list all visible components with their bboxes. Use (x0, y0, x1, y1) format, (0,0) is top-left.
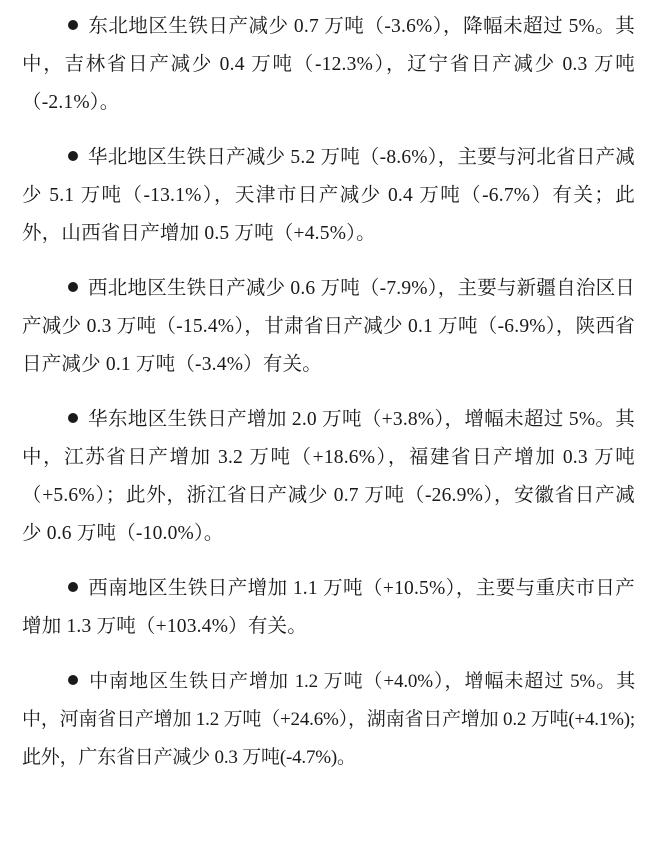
paragraph-text: 华东地区生铁日产增加 2.0 万吨（+3.8%），增幅未超过 5%。其中，江苏省日产增加 3.2 万吨（+18.6%），福建省日产增加 0.3 万吨（+5.6%）；此外，浙江省日产减少 0.7 万吨（-26.9%），安徽省日产减少 0.6 万吨（-10.0%）。 (22, 409, 635, 544)
paragraph-text: 东北地区生铁日产减少 0.7 万吨（-3.6%），降幅未超过 5%。其中，吉林省日产减少 0.4 万吨（-12.3%），辽宁省日产减少 0.3 万吨（-2.1%）。 (22, 16, 635, 113)
paragraph-north-china (22, 139, 635, 253)
paragraph-text: 西南地区生铁日产增加 1.1 万吨（+10.5%），主要与重庆市日产增加 1.3 万吨（+103.4%）有关。 (22, 578, 635, 637)
paragraph-northwest (22, 270, 635, 384)
paragraph-central-south (22, 663, 635, 777)
paragraph-southwest (22, 570, 635, 646)
bullet-icon (68, 151, 78, 161)
paragraph-text: 中南地区生铁日产增加 1.2 万吨（+4.0%），增幅未超过 5%。其中，河南省日产增加 1.2 万吨（+24.6%），湖南省日产增加 0.2 万吨(+4.1%);此外，广东省日产减少 0.3 万吨(-4.7%)。 (22, 671, 635, 768)
paragraph-text: 华北地区生铁日产减少 5.2 万吨（-8.6%），主要与河北省日产减少 5.1 万吨（-13.1%），天津市日产减少 0.4 万吨（-6.7%）有关；此外，山西省日产增加 0.5 万吨（+4.5%）。 (22, 147, 635, 244)
bullet-icon (68, 282, 78, 292)
bullet-icon (68, 582, 78, 592)
paragraph-east-china (22, 401, 635, 553)
bullet-icon (68, 20, 78, 30)
bullet-icon (68, 413, 78, 423)
paragraph-text: 西北地区生铁日产减少 0.6 万吨（-7.9%），主要与新疆自治区日产减少 0.3 万吨（-15.4%），甘肃省日产减少 0.1 万吨（-6.9%），陕西省日产减少 0.1 万吨（-3.4%）有关。 (22, 278, 635, 375)
paragraph-northeast (22, 8, 635, 122)
bullet-icon (68, 675, 78, 685)
